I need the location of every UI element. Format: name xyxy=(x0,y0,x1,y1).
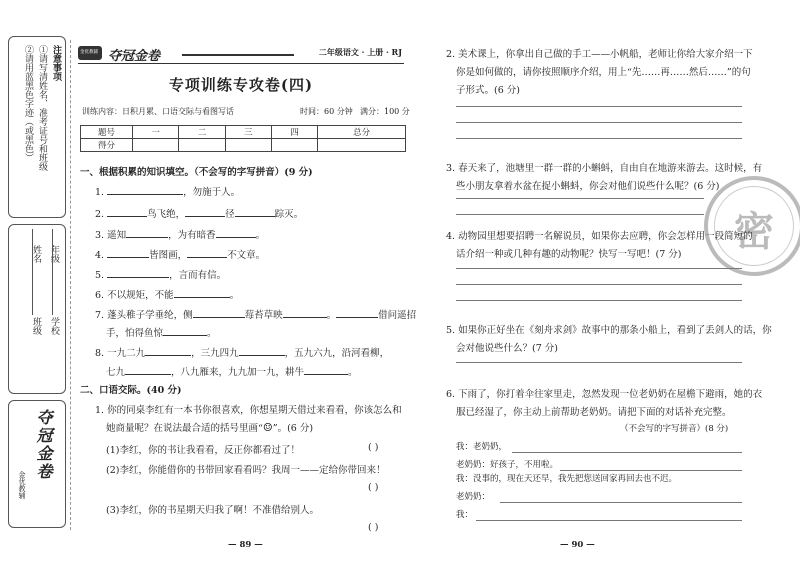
header-grade: 二年级语文 · 上册 · RJ xyxy=(318,47,402,57)
q-text: ，言而有信。 xyxy=(169,270,227,281)
question-6: 6. 下雨了，你打着伞往家里走，忽然发现一位老奶奶在屋檐下避雨，她的衣 xyxy=(446,389,763,400)
col-header: 二 xyxy=(179,126,225,139)
notice-line-1: ①请写清姓名、准考证号和班级 xyxy=(37,45,47,171)
option-2: (2)李红，你能借你的书带回家看看吗？我周一——定给你带回来！ xyxy=(106,465,386,476)
smiley-icon: ☺ xyxy=(262,421,273,434)
dialog-line-4: 老奶奶： xyxy=(456,492,491,502)
notice-line-2: ②请用蓝黑色字迹（或黑色） xyxy=(23,45,33,162)
answer-line[interactable] xyxy=(456,268,742,269)
answer-blank[interactable] xyxy=(107,206,147,217)
col-header: 一 xyxy=(133,126,179,139)
q-text: ，八九雁来，九九加一九，耕牛 xyxy=(171,367,305,378)
q-text: 1. xyxy=(95,187,105,198)
fill-question-8-cont xyxy=(106,364,358,378)
answer-blank[interactable] xyxy=(174,287,230,298)
section-1-heading: 一、根据积累的知识填空。（不会写的字写拼音）(9 分) xyxy=(80,167,313,178)
q-text: 皆图画， xyxy=(149,250,188,261)
q-text: 莓苔草映 xyxy=(244,310,283,321)
option-1: (1)李红，你的书让我看看，反正你都看过了！ xyxy=(106,445,300,456)
q-text: 鸟飞绝， xyxy=(147,209,186,220)
field-class: 班级 xyxy=(31,317,41,335)
score-cell[interactable] xyxy=(179,139,225,152)
answer-blank[interactable] xyxy=(193,307,245,318)
score-cell[interactable] xyxy=(133,139,179,152)
answer-blank[interactable] xyxy=(107,247,149,258)
score-cell[interactable] xyxy=(225,139,271,152)
q-text: 她商量呢？在说法最合适的括号里画“ xyxy=(106,423,263,434)
score-cell[interactable] xyxy=(271,139,317,152)
answer-line[interactable] xyxy=(456,198,704,199)
score-row xyxy=(81,139,406,152)
answer-blank[interactable] xyxy=(283,307,327,318)
score-row-label: 得分 xyxy=(81,139,133,152)
page-number-right: — 90 — xyxy=(560,540,595,550)
q-text: 3. 遥知 xyxy=(95,230,127,241)
col-header: 题号 xyxy=(81,126,133,139)
fill-question-4 xyxy=(95,247,265,261)
q-text: 七九 xyxy=(106,367,126,378)
notice-box xyxy=(8,36,66,218)
dialog-answer-line[interactable] xyxy=(560,470,742,471)
student-info-box xyxy=(8,224,66,394)
exam-title: 专项训练专攻卷(四) xyxy=(168,76,314,94)
question-4: 4. 动物园里想要招聘一名解说员，如果你去应聘，你会怎样用一段简短的 xyxy=(446,231,753,242)
question-2-cont-2: 子形式。(6 分) xyxy=(456,85,520,96)
field-school: 学校 xyxy=(49,317,59,335)
q-text: 。 xyxy=(255,230,266,241)
q-text: 踪灭。 xyxy=(274,209,304,220)
fill-question-7 xyxy=(95,307,416,321)
logo-text: 金优教辅 xyxy=(80,50,98,55)
answer-blank[interactable] xyxy=(187,247,227,258)
sidebar-logo-text: 金优教辅 xyxy=(18,471,26,499)
dialog-answer-line[interactable] xyxy=(476,520,742,521)
answer-blank[interactable] xyxy=(336,307,378,318)
answer-line[interactable] xyxy=(456,214,704,215)
score-table-header-row xyxy=(81,126,406,139)
q-text: ，五九六九，沿河看柳， xyxy=(284,348,390,359)
grade-blank[interactable] xyxy=(52,229,53,315)
oral-question-1: 1. 你的同桌李红有一本书你很喜欢，你想星期天借过来看看，你该怎么和 xyxy=(95,405,402,416)
header-band xyxy=(78,44,404,64)
q-text: 借问遥招 xyxy=(378,310,417,321)
q-text: 。 xyxy=(207,328,217,339)
q-text: 。 xyxy=(326,310,337,321)
q-text: 4. xyxy=(95,250,105,261)
question-3-cont: 些小朋友拿着水盆在捉小蝌蚪，你会对他们说些什么呢？(6 分) xyxy=(456,181,720,192)
q-text: ，为有暗香 xyxy=(168,230,216,241)
dialog-line-1: 我：老奶奶， xyxy=(456,442,508,452)
answer-blank[interactable] xyxy=(235,206,275,217)
q-text: 6. 不以规矩，不能 xyxy=(95,290,174,301)
sidebar-brand: 夺冠金卷 xyxy=(34,409,53,481)
answer-blank[interactable] xyxy=(163,325,207,336)
answer-blank[interactable] xyxy=(107,267,169,278)
question-2-cont: 你是如何做的，请你按照顺序介绍，用上“先……再……然后……”的句 xyxy=(456,67,751,78)
question-6-note: （不会写的字写拼音）(8 分) xyxy=(620,424,729,434)
answer-line[interactable] xyxy=(456,122,742,123)
fill-question-1 xyxy=(95,184,240,198)
q-text: 。 xyxy=(229,290,240,301)
fill-question-2 xyxy=(95,206,303,220)
answer-blank[interactable] xyxy=(185,206,225,217)
dialog-answer-line[interactable] xyxy=(512,452,742,453)
fill-question-6 xyxy=(95,287,239,301)
answer-blank[interactable] xyxy=(216,227,256,238)
question-4-cont: 话介绍一种或几种有趣的动物呢？快写一写吧！(7 分) xyxy=(456,249,682,260)
header-rule xyxy=(182,54,294,56)
score-cell[interactable] xyxy=(318,139,406,152)
answer-blank[interactable] xyxy=(107,184,183,195)
fill-question-7-cont xyxy=(106,325,217,339)
col-header: 四 xyxy=(271,126,317,139)
dialog-line-2: 老奶奶：好孩子，不用啦。 xyxy=(456,460,559,470)
answer-blank[interactable] xyxy=(304,364,348,375)
oral-question-1-cont xyxy=(106,420,313,434)
q-text: 2. xyxy=(95,209,105,220)
exam-content: 训练内容：日积月累、口语交际与看图写话 xyxy=(82,107,234,116)
q-text: 5. xyxy=(95,270,105,281)
dialog-line-5: 我： xyxy=(456,510,474,520)
answer-blank[interactable] xyxy=(145,345,191,356)
name-blank[interactable] xyxy=(32,229,33,315)
answer-line[interactable] xyxy=(456,362,742,363)
option-3-paren[interactable]: ( ) xyxy=(368,522,379,533)
q-text: 7. 蓬头稚子学垂纶，侧 xyxy=(95,310,193,321)
header-underline xyxy=(78,63,404,64)
brand-box xyxy=(8,400,66,528)
col-header: 三 xyxy=(225,126,271,139)
page-number-left: — 89 — xyxy=(228,540,263,550)
col-header: 总分 xyxy=(318,126,406,139)
header-brand: 夺冠金卷 xyxy=(108,49,161,64)
answer-blank[interactable] xyxy=(125,364,171,375)
stamp-char: 密 xyxy=(734,208,774,255)
section-2-heading: 二、口语交际。(40 分) xyxy=(80,385,182,396)
fill-question-8 xyxy=(95,345,389,359)
option-2-paren[interactable]: ( ) xyxy=(368,482,379,493)
option-1-paren[interactable]: ( ) xyxy=(368,442,379,453)
question-5: 5. 如果你正好坐在《刻舟求剑》故事中的那条小船上，看到了丢剑人的话，你 xyxy=(446,325,772,336)
field-name: 姓名 xyxy=(31,245,41,263)
question-6-cont: 服已经湿了，你主动上前帮助老奶奶。请把下面的对话补充完整。 xyxy=(456,407,732,418)
fill-question-5 xyxy=(95,267,226,281)
answer-line[interactable] xyxy=(456,106,742,107)
answer-blank[interactable] xyxy=(239,345,285,356)
answer-blank[interactable] xyxy=(126,227,168,238)
score-table xyxy=(80,125,406,152)
q-text: 。 xyxy=(348,367,358,378)
binding-sidebar xyxy=(6,36,68,528)
exam-full-score: 满分：100 分 xyxy=(360,107,410,116)
fold-line xyxy=(70,40,71,530)
question-3: 3. 春天来了，池塘里一群一群的小蝌蚪，自由自在地游来游去。这时候，有 xyxy=(446,163,763,174)
dialog-line-3: 我：没事的，现在天还早，我先把您送回家再回去也不迟。 xyxy=(456,474,678,484)
q-text: ，勿施于人。 xyxy=(183,187,241,198)
q-text: 手，怕得鱼惊 xyxy=(106,328,164,339)
option-3: (3)李红，你的书星期天归我了啊！不准借给别人。 xyxy=(106,505,319,516)
exam-time: 时间：60 分钟 xyxy=(300,107,353,116)
q-text: 不文章。 xyxy=(227,250,266,261)
fill-question-3 xyxy=(95,227,265,241)
dialog-answer-line[interactable] xyxy=(500,502,742,503)
answer-line[interactable] xyxy=(456,138,742,139)
answer-line[interactable] xyxy=(456,284,742,285)
q-text: 8. 一九二九 xyxy=(95,348,146,359)
answer-line[interactable] xyxy=(456,300,742,301)
question-2: 2. 美术课上，你拿出自己做的手工——小帆船，老师让你给大家介绍一下 xyxy=(446,49,753,60)
question-5-cont: 会对他说些什么？(7 分) xyxy=(456,343,558,354)
q-text: 径 xyxy=(225,209,235,220)
notice-title: 注意事项 xyxy=(51,45,61,81)
q-text: ，三九四九 xyxy=(191,348,239,359)
q-text: ”。(6 分) xyxy=(272,423,314,434)
field-grade: 年级 xyxy=(49,245,59,263)
